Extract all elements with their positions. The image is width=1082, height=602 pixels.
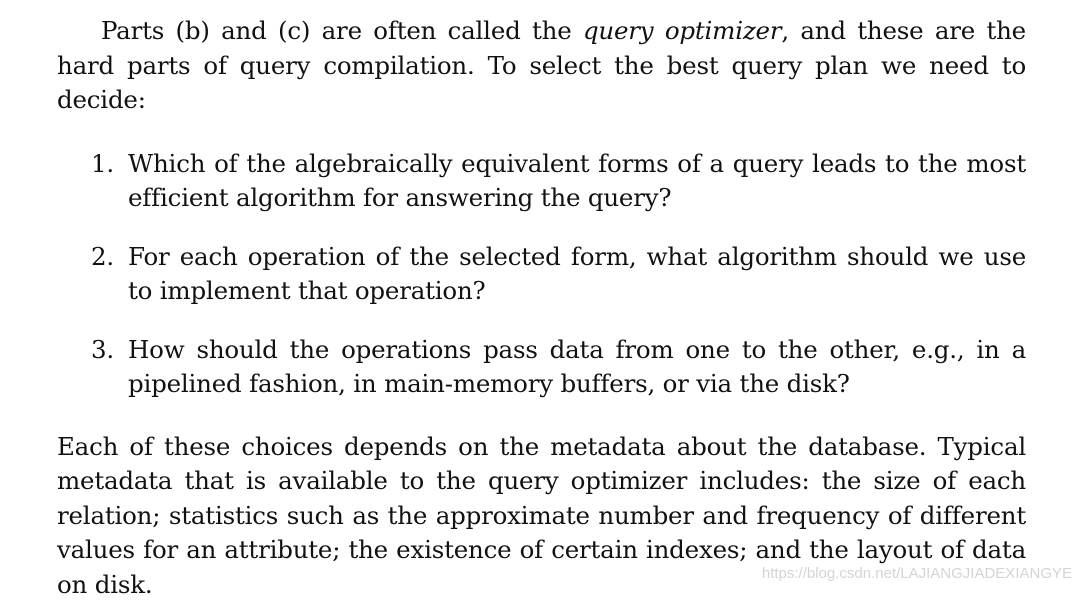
document-page <box>57 14 1026 602</box>
list-item-number: 1. <box>91 147 114 182</box>
list-item-text: Which of the algebraically equivalent forms of a query leads to the most efficient algorithm for answering the query? <box>128 149 1026 213</box>
intro-text-before: Parts (b) and (c) are often called the <box>101 16 583 45</box>
list-item <box>57 333 1026 402</box>
closing-paragraph: Each of these choices depends on the metadata about the database. Typical metadata that is available to the query optimizer includes: the size of each relation; statistics such as the approximate number and frequency of different values for an attribute; the existence of certain indexes; and the layout of data on disk. <box>57 430 1026 602</box>
list-item-text: How should the operations pass data from one to the other, e.g., in a pipelined fashion, in main-memory buffers, or via the disk? <box>128 335 1026 399</box>
list-item <box>57 240 1026 309</box>
intro-emphasis: query optimizer <box>583 16 781 45</box>
intro-text-after: , and these are the hard parts of query compilation. To select the best query plan we need to decide: <box>57 16 1026 114</box>
intro-paragraph <box>57 14 1026 118</box>
list-item <box>57 147 1026 216</box>
decision-list <box>57 147 1026 402</box>
list-item-text: For each operation of the selected form, what algorithm should we use to implement that operation? <box>128 242 1026 306</box>
list-item-number: 2. <box>91 240 114 275</box>
list-item-number: 3. <box>91 333 114 368</box>
watermark-url: https://blog.csdn.net/LAJIANGJIADEXIANGYE <box>762 565 1072 582</box>
